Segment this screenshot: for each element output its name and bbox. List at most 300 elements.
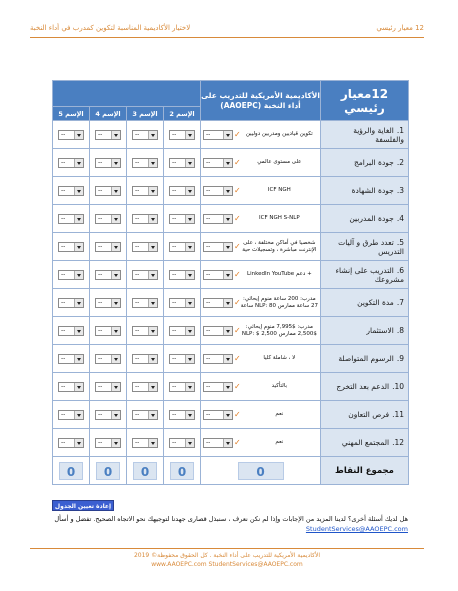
check-icon: ✓ bbox=[234, 298, 241, 307]
dropdown-value: -- bbox=[61, 243, 66, 250]
chevron-down-icon bbox=[148, 243, 157, 251]
score-dropdown[interactable] bbox=[203, 242, 233, 252]
dropdown-value: -- bbox=[61, 355, 66, 362]
feature-text: على مستوى عالمي bbox=[257, 159, 302, 166]
score-cell bbox=[164, 317, 201, 345]
check-icon: ✓ bbox=[234, 410, 241, 419]
check-icon: ✓ bbox=[234, 270, 241, 279]
dropdown-value: -- bbox=[98, 383, 103, 390]
table-row bbox=[53, 317, 409, 345]
score-cell bbox=[90, 233, 127, 261]
score-cell bbox=[164, 261, 201, 289]
dropdown-value: -- bbox=[206, 355, 211, 362]
score-dropdown[interactable] bbox=[203, 410, 233, 420]
score-dropdown[interactable] bbox=[203, 438, 233, 448]
score-dropdown[interactable] bbox=[169, 298, 195, 308]
chevron-down-icon bbox=[148, 299, 157, 307]
score-cell bbox=[127, 205, 164, 233]
total-cell-2 bbox=[164, 457, 201, 485]
total-main: 0 bbox=[238, 462, 284, 480]
criterion-number: 6. bbox=[396, 265, 404, 275]
chevron-down-icon bbox=[74, 439, 83, 447]
score-cell bbox=[164, 429, 201, 457]
score-cell bbox=[53, 289, 90, 317]
score-dropdown[interactable] bbox=[58, 130, 84, 140]
score-dropdown[interactable] bbox=[169, 158, 195, 168]
criterion-label: المجتمع المهني bbox=[341, 438, 390, 447]
score-cell bbox=[164, 373, 201, 401]
check-icon: ✓ bbox=[234, 354, 241, 363]
dropdown-value: -- bbox=[135, 299, 140, 306]
score-cell bbox=[53, 149, 90, 177]
score-dropdown[interactable] bbox=[132, 298, 158, 308]
total-cell-4 bbox=[90, 457, 127, 485]
table-row bbox=[53, 121, 409, 149]
chevron-down-icon bbox=[223, 355, 232, 363]
dropdown-value: -- bbox=[61, 299, 66, 306]
score-dropdown[interactable] bbox=[132, 158, 158, 168]
score-cell bbox=[127, 121, 164, 149]
feature-cell bbox=[201, 317, 321, 345]
score-dropdown[interactable] bbox=[95, 270, 121, 280]
criterion-cell bbox=[321, 373, 409, 401]
score-dropdown[interactable] bbox=[132, 438, 158, 448]
score-dropdown[interactable] bbox=[203, 186, 233, 196]
chevron-down-icon bbox=[148, 187, 157, 195]
feature-text: نعم bbox=[275, 439, 284, 446]
criterion-label: مدة التكوين bbox=[357, 298, 394, 307]
score-cell bbox=[90, 261, 127, 289]
feature-inner bbox=[203, 354, 318, 364]
chevron-down-icon bbox=[148, 159, 157, 167]
score-dropdown[interactable] bbox=[58, 438, 84, 448]
score-dropdown[interactable] bbox=[169, 214, 195, 224]
total-3: 0 bbox=[133, 462, 157, 480]
dropdown-value: -- bbox=[61, 271, 66, 278]
chevron-down-icon bbox=[111, 215, 120, 223]
score-dropdown[interactable] bbox=[95, 326, 121, 336]
total-5: 0 bbox=[59, 462, 83, 480]
score-dropdown[interactable] bbox=[203, 270, 233, 280]
score-cell bbox=[127, 345, 164, 373]
chevron-down-icon bbox=[185, 299, 194, 307]
score-dropdown[interactable] bbox=[132, 186, 158, 196]
table-row bbox=[53, 289, 409, 317]
criterion-cell bbox=[321, 429, 409, 457]
score-dropdown[interactable] bbox=[169, 130, 195, 140]
dropdown-value: -- bbox=[206, 383, 211, 390]
score-dropdown[interactable] bbox=[58, 214, 84, 224]
dropdown-value: -- bbox=[172, 299, 177, 306]
feature-cell bbox=[201, 205, 321, 233]
score-cell bbox=[127, 149, 164, 177]
chevron-down-icon bbox=[74, 411, 83, 419]
dropdown-value: -- bbox=[135, 271, 140, 278]
table-row bbox=[53, 177, 409, 205]
score-dropdown[interactable] bbox=[169, 326, 195, 336]
criterion-number: 9. bbox=[396, 354, 404, 363]
dropdown-value: -- bbox=[98, 187, 103, 194]
dropdown-value: -- bbox=[98, 299, 103, 306]
feature-cell bbox=[201, 429, 321, 457]
header-spacer bbox=[53, 81, 201, 107]
dropdown-value: -- bbox=[135, 243, 140, 250]
chevron-down-icon bbox=[148, 271, 157, 279]
chevron-down-icon bbox=[185, 243, 194, 251]
score-dropdown[interactable] bbox=[95, 410, 121, 420]
dropdown-value: -- bbox=[61, 215, 66, 222]
table-row bbox=[53, 149, 409, 177]
criterion-label: الغاية والرؤية والفلسفة bbox=[353, 125, 404, 144]
chevron-down-icon bbox=[185, 131, 194, 139]
criterion-label: الرسوم المتواصلة bbox=[338, 354, 394, 363]
score-dropdown[interactable] bbox=[95, 130, 121, 140]
score-dropdown[interactable] bbox=[95, 186, 121, 196]
score-dropdown[interactable] bbox=[95, 438, 121, 448]
criterion-cell bbox=[321, 177, 409, 205]
score-dropdown[interactable] bbox=[132, 326, 158, 336]
score-dropdown[interactable] bbox=[132, 130, 158, 140]
criterion-number: 2. bbox=[396, 158, 404, 167]
chevron-down-icon bbox=[223, 439, 232, 447]
feature-cell bbox=[201, 177, 321, 205]
score-dropdown[interactable] bbox=[58, 298, 84, 308]
dropdown-value: -- bbox=[172, 243, 177, 250]
score-dropdown[interactable] bbox=[132, 270, 158, 280]
chevron-down-icon bbox=[223, 131, 232, 139]
chevron-down-icon bbox=[74, 187, 83, 195]
feature-cell bbox=[201, 401, 321, 429]
dropdown-value: -- bbox=[206, 243, 211, 250]
table-row bbox=[53, 429, 409, 457]
dropdown-value: -- bbox=[206, 187, 211, 194]
dropdown-value: -- bbox=[172, 355, 177, 362]
criterion-number: 4. bbox=[396, 214, 404, 223]
score-dropdown[interactable] bbox=[58, 382, 84, 392]
feature-inner bbox=[203, 324, 318, 337]
score-dropdown[interactable] bbox=[95, 382, 121, 392]
score-dropdown[interactable] bbox=[169, 410, 195, 420]
chevron-down-icon bbox=[148, 131, 157, 139]
score-dropdown[interactable] bbox=[95, 354, 121, 364]
chevron-down-icon bbox=[185, 159, 194, 167]
col-head-5: الإسم 5 bbox=[53, 107, 90, 121]
score-dropdown[interactable] bbox=[169, 354, 195, 364]
footer-copyright: الأكاديمية الأمريكية للتدريب على أداء النخبة . كل الحقوق محفوظة© 2019 bbox=[133, 552, 321, 559]
score-dropdown[interactable] bbox=[203, 298, 233, 308]
score-cell bbox=[127, 261, 164, 289]
score-cell bbox=[164, 121, 201, 149]
score-cell bbox=[53, 401, 90, 429]
score-cell bbox=[90, 345, 127, 373]
dropdown-value: -- bbox=[135, 187, 140, 194]
score-cell bbox=[164, 205, 201, 233]
score-cell bbox=[164, 401, 201, 429]
dropdown-value: -- bbox=[135, 383, 140, 390]
chevron-down-icon bbox=[185, 187, 194, 195]
score-cell bbox=[90, 429, 127, 457]
score-dropdown[interactable] bbox=[169, 438, 195, 448]
total-main-cell bbox=[201, 457, 321, 485]
score-dropdown[interactable] bbox=[58, 242, 84, 252]
chevron-down-icon bbox=[74, 271, 83, 279]
chevron-down-icon bbox=[111, 187, 120, 195]
dropdown-value: -- bbox=[98, 215, 103, 222]
score-cell bbox=[127, 177, 164, 205]
reset-table-button[interactable]: إعادة تعيين الجدول bbox=[52, 500, 114, 511]
criterion-cell bbox=[321, 121, 409, 149]
score-dropdown[interactable] bbox=[58, 270, 84, 280]
chevron-down-icon bbox=[74, 327, 83, 335]
chevron-down-icon bbox=[185, 271, 194, 279]
score-cell bbox=[127, 317, 164, 345]
chevron-down-icon bbox=[111, 271, 120, 279]
score-dropdown[interactable] bbox=[169, 382, 195, 392]
feature-text: ICF NGH bbox=[267, 187, 291, 194]
score-cell bbox=[164, 289, 201, 317]
dropdown-value: -- bbox=[61, 187, 66, 194]
criterion-cell bbox=[321, 317, 409, 345]
check-icon: ✓ bbox=[234, 130, 241, 139]
feature-text: + دعم LinkedIn YouTube bbox=[247, 271, 312, 278]
footer-links[interactable]: www.AAOEPC.com StudentServices@AAOEPC.com bbox=[151, 561, 303, 568]
score-dropdown[interactable] bbox=[132, 382, 158, 392]
criterion-label: تعدد طرق و آليات التدريس bbox=[338, 237, 404, 256]
score-cell bbox=[90, 401, 127, 429]
criterion-cell bbox=[321, 261, 409, 289]
chevron-down-icon bbox=[111, 411, 120, 419]
table-title: 12معيار رئيسي bbox=[321, 81, 409, 121]
score-cell bbox=[127, 233, 164, 261]
dropdown-value: -- bbox=[172, 159, 177, 166]
score-dropdown[interactable] bbox=[203, 354, 233, 364]
criterion-number: 3. bbox=[396, 186, 404, 195]
feature-inner bbox=[203, 382, 318, 392]
dropdown-value: -- bbox=[206, 411, 211, 418]
chevron-down-icon bbox=[185, 411, 194, 419]
score-cell bbox=[53, 233, 90, 261]
check-icon: ✓ bbox=[234, 186, 241, 195]
chevron-down-icon bbox=[111, 299, 120, 307]
page-footer bbox=[30, 548, 424, 569]
criterion-cell bbox=[321, 401, 409, 429]
feature-inner bbox=[203, 270, 318, 280]
feature-cell bbox=[201, 345, 321, 373]
total-label: مجموع النقاط bbox=[321, 457, 409, 485]
dropdown-value: -- bbox=[98, 243, 103, 250]
score-dropdown[interactable] bbox=[132, 354, 158, 364]
feature-cell bbox=[201, 373, 321, 401]
score-dropdown[interactable] bbox=[203, 130, 233, 140]
chevron-down-icon bbox=[74, 383, 83, 391]
score-cell bbox=[127, 401, 164, 429]
dropdown-value: -- bbox=[172, 215, 177, 222]
score-cell bbox=[53, 205, 90, 233]
chevron-down-icon bbox=[223, 243, 232, 251]
chevron-down-icon bbox=[185, 327, 194, 335]
dropdown-value: -- bbox=[135, 159, 140, 166]
score-cell bbox=[90, 177, 127, 205]
score-cell bbox=[53, 261, 90, 289]
score-cell bbox=[53, 177, 90, 205]
criterion-cell bbox=[321, 233, 409, 261]
score-cell bbox=[127, 289, 164, 317]
score-dropdown[interactable] bbox=[132, 214, 158, 224]
dropdown-value: -- bbox=[135, 355, 140, 362]
dropdown-value: -- bbox=[172, 327, 177, 334]
score-cell bbox=[90, 121, 127, 149]
table-row bbox=[53, 205, 409, 233]
dropdown-value: -- bbox=[135, 131, 140, 138]
table-row bbox=[53, 233, 409, 261]
page-header bbox=[30, 22, 424, 38]
criterion-label: فرص التعاون bbox=[348, 410, 390, 419]
feature-text: مدرب: 200 ساعة منوم إيحائي: 27 ساعة ممارس NLP: 80 ساعة bbox=[240, 296, 318, 309]
chevron-down-icon bbox=[223, 327, 232, 335]
criterion-label: الدعم بعد التخرج bbox=[336, 382, 390, 391]
score-dropdown[interactable] bbox=[58, 326, 84, 336]
question-text bbox=[52, 514, 408, 534]
chevron-down-icon bbox=[74, 355, 83, 363]
feature-text: بالتأكيد bbox=[271, 383, 288, 390]
score-dropdown[interactable] bbox=[132, 242, 158, 252]
dropdown-value: -- bbox=[98, 131, 103, 138]
score-dropdown[interactable] bbox=[169, 242, 195, 252]
score-dropdown[interactable] bbox=[203, 382, 233, 392]
criterion-label: جودة المدربين bbox=[349, 214, 394, 223]
feature-inner bbox=[203, 296, 318, 309]
criterion-label: جودة البرامج bbox=[353, 158, 394, 167]
question-email-link[interactable]: StudentServices@AAOEPC.com bbox=[305, 525, 408, 533]
dropdown-value: -- bbox=[98, 355, 103, 362]
chevron-down-icon bbox=[223, 271, 232, 279]
chevron-down-icon bbox=[111, 243, 120, 251]
score-dropdown[interactable] bbox=[58, 410, 84, 420]
dropdown-value: -- bbox=[206, 439, 211, 446]
chevron-down-icon bbox=[223, 299, 232, 307]
dropdown-value: -- bbox=[172, 439, 177, 446]
feature-text: لا ، شاملة كليا bbox=[263, 355, 296, 362]
score-cell bbox=[90, 289, 127, 317]
dropdown-value: -- bbox=[61, 159, 66, 166]
org-header: الأكاديمية الأمريكية للتدريب على أداء النخبة (AAOEPC) bbox=[201, 81, 321, 121]
check-icon: ✓ bbox=[234, 326, 241, 335]
feature-text: نعم bbox=[275, 411, 284, 418]
feature-inner bbox=[203, 240, 318, 253]
criteria-rows bbox=[53, 121, 409, 457]
total-4: 0 bbox=[96, 462, 120, 480]
score-cell bbox=[90, 205, 127, 233]
criterion-number: 10. bbox=[392, 382, 404, 391]
chevron-down-icon bbox=[74, 159, 83, 167]
score-dropdown[interactable] bbox=[132, 410, 158, 420]
dropdown-value: -- bbox=[61, 327, 66, 334]
score-dropdown[interactable] bbox=[203, 326, 233, 336]
table-row bbox=[53, 373, 409, 401]
score-dropdown[interactable] bbox=[95, 298, 121, 308]
score-cell bbox=[164, 345, 201, 373]
total-2: 0 bbox=[170, 462, 194, 480]
chevron-down-icon bbox=[223, 215, 232, 223]
feature-text: ICF NGH S-NLP bbox=[259, 215, 300, 222]
score-dropdown[interactable] bbox=[58, 354, 84, 364]
score-cell bbox=[90, 373, 127, 401]
dropdown-value: -- bbox=[98, 411, 103, 418]
check-icon: ✓ bbox=[234, 242, 241, 251]
criterion-cell bbox=[321, 345, 409, 373]
score-dropdown[interactable] bbox=[58, 158, 84, 168]
chevron-down-icon bbox=[148, 355, 157, 363]
dropdown-value: -- bbox=[135, 215, 140, 222]
score-cell bbox=[53, 317, 90, 345]
score-dropdown[interactable] bbox=[169, 270, 195, 280]
score-cell bbox=[90, 317, 127, 345]
chevron-down-icon bbox=[223, 383, 232, 391]
score-dropdown[interactable] bbox=[95, 158, 121, 168]
dropdown-value: -- bbox=[172, 187, 177, 194]
score-dropdown[interactable] bbox=[95, 242, 121, 252]
dropdown-value: -- bbox=[206, 299, 211, 306]
score-cell bbox=[164, 177, 201, 205]
col-head-2: الإسم 2 bbox=[164, 107, 201, 121]
check-icon: ✓ bbox=[234, 214, 241, 223]
total-cell-5 bbox=[53, 457, 90, 485]
feature-inner bbox=[203, 410, 318, 420]
table-row bbox=[53, 261, 409, 289]
chevron-down-icon bbox=[74, 243, 83, 251]
feature-cell bbox=[201, 261, 321, 289]
chevron-down-icon bbox=[111, 159, 120, 167]
feature-cell bbox=[201, 121, 321, 149]
feature-inner bbox=[203, 214, 318, 224]
score-dropdown[interactable] bbox=[203, 158, 233, 168]
dropdown-value: -- bbox=[172, 271, 177, 278]
dropdown-value: -- bbox=[98, 159, 103, 166]
score-dropdown[interactable] bbox=[203, 214, 233, 224]
dropdown-value: -- bbox=[206, 271, 211, 278]
check-icon: ✓ bbox=[234, 158, 241, 167]
feature-cell bbox=[201, 233, 321, 261]
criterion-number: 12. bbox=[392, 438, 404, 447]
chevron-down-icon bbox=[223, 187, 232, 195]
chevron-down-icon bbox=[148, 383, 157, 391]
dropdown-value: -- bbox=[61, 131, 66, 138]
feature-text: مدرب: $7,995 منوم إيحائي: $2,500 ممارس NLP: $ 2,500 bbox=[241, 324, 317, 337]
score-dropdown[interactable] bbox=[58, 186, 84, 196]
chevron-down-icon bbox=[111, 383, 120, 391]
dropdown-value: -- bbox=[172, 411, 177, 418]
criterion-cell bbox=[321, 205, 409, 233]
criterion-cell bbox=[321, 289, 409, 317]
feature-text: تكوين قياديين ومدربين دوليين bbox=[245, 131, 313, 138]
dropdown-value: -- bbox=[206, 215, 211, 222]
chevron-down-icon bbox=[74, 299, 83, 307]
chevron-down-icon bbox=[185, 215, 194, 223]
dropdown-value: -- bbox=[135, 411, 140, 418]
feature-inner bbox=[203, 130, 318, 140]
criterion-cell bbox=[321, 149, 409, 177]
dropdown-value: -- bbox=[61, 411, 66, 418]
dropdown-value: -- bbox=[206, 327, 211, 334]
score-cell bbox=[164, 233, 201, 261]
criterion-number: 1. bbox=[396, 125, 404, 135]
chevron-down-icon bbox=[148, 327, 157, 335]
score-dropdown[interactable] bbox=[169, 186, 195, 196]
dropdown-value: -- bbox=[172, 383, 177, 390]
score-dropdown[interactable] bbox=[95, 214, 121, 224]
score-cell bbox=[53, 373, 90, 401]
criterion-number: 11. bbox=[392, 410, 404, 419]
